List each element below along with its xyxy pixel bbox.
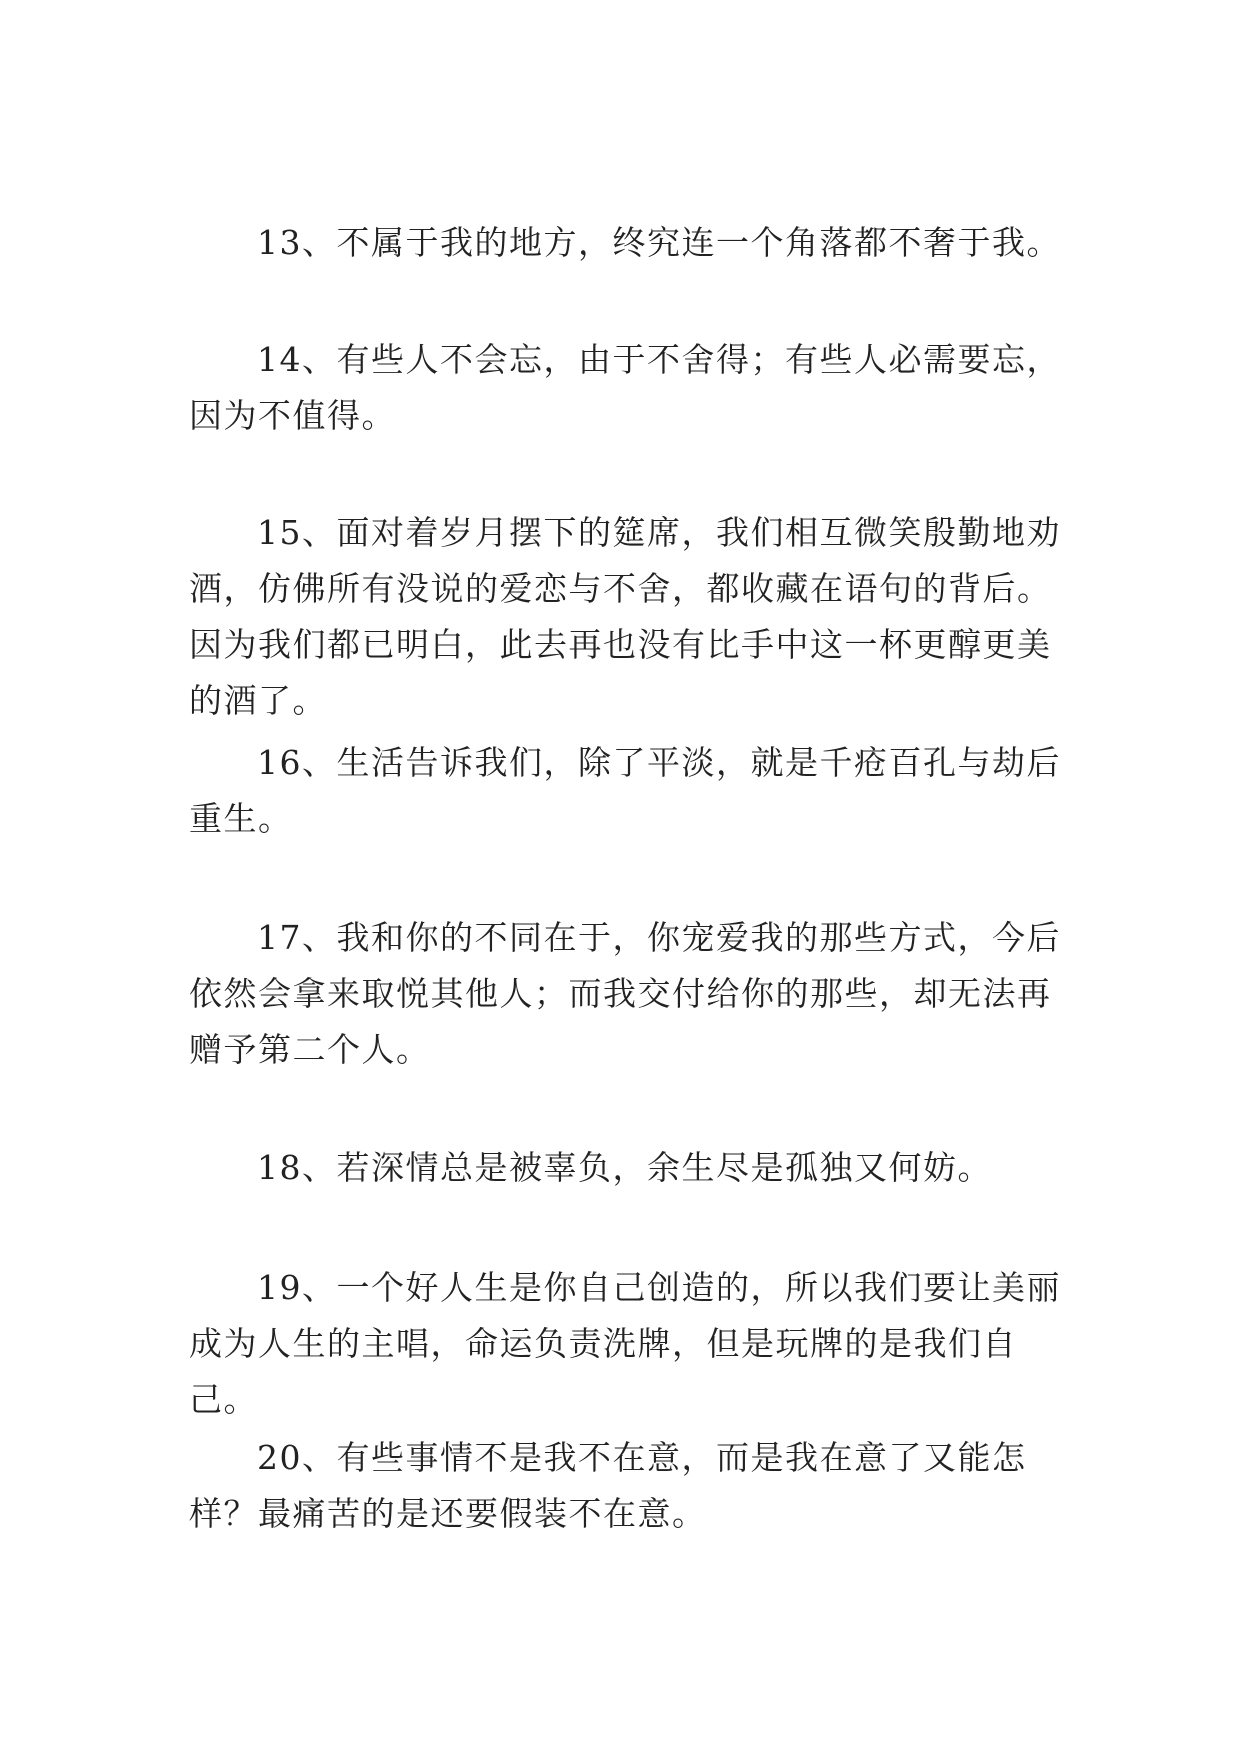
paragraph-19: 19、一个好人生是你自己创造的，所以我们要让美丽成为人生的主唱，命运负责洗牌，但是玩牌的是我们自己。: [189, 1268, 1061, 1419]
paragraph-13: 13、不属于我的地方，终究连一个角落都不奢于我。: [257, 223, 1061, 262]
paragraph-14: 14、有些人不会忘，由于不舍得；有些人必需要忘，因为不值得。: [189, 340, 1061, 435]
paragraph-18: 18、若深情总是被辜负，余生尽是孤独又何妨。: [257, 1148, 992, 1187]
paragraph-16: 16、生活告诉我们，除了平淡，就是千疮百孔与劫后重生。: [189, 743, 1061, 838]
paragraph-15: 15、面对着岁月摆下的筵席，我们相互微笑殷勤地劝酒，仿佛所有没说的爱恋与不舍，都收藏在语句的背后。因为我们都已明白，此去再也没有比手中这一杯更醇更美的酒了。: [189, 513, 1061, 720]
paragraph-20: 20、有些事情不是我不在意，而是我在意了又能怎样？最痛苦的是还要假装不在意。: [189, 1438, 1027, 1533]
paragraph-17: 17、我和你的不同在于，你宠爱我的那些方式，今后依然会拿来取悦其他人；而我交付给你的那些，却无法再赠予第二个人。: [189, 918, 1061, 1069]
